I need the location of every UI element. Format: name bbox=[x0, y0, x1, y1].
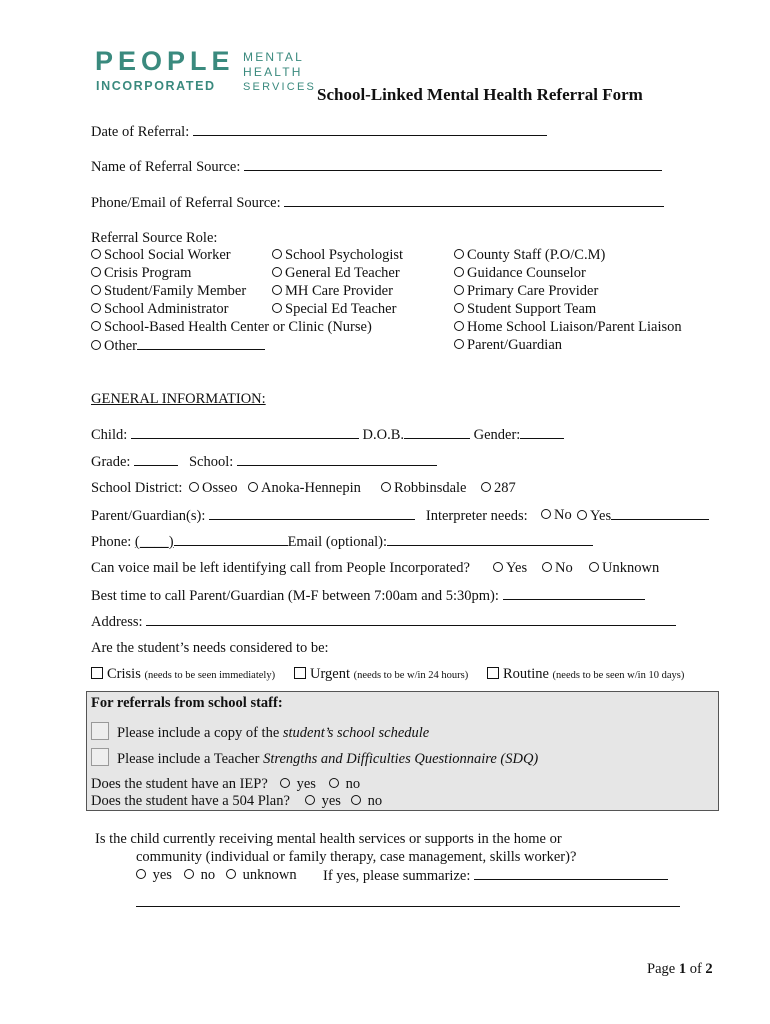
services-summary-field[interactable] bbox=[474, 867, 668, 880]
role-option[interactable]: School Psychologist bbox=[272, 247, 403, 264]
radio-icon bbox=[189, 482, 199, 492]
interpreter-label: Interpreter needs: bbox=[425, 508, 528, 524]
school-staff-heading: For referrals from school staff: bbox=[91, 695, 283, 711]
radio-icon bbox=[577, 510, 587, 520]
referral-source-contact-field[interactable] bbox=[284, 194, 664, 207]
radio-icon bbox=[541, 509, 551, 519]
form-title: School-Linked Mental Health Referral Form bbox=[317, 85, 643, 104]
referral-source-contact-label: Phone/Email of Referral Source: bbox=[91, 195, 281, 211]
referral-source-name-field[interactable] bbox=[244, 158, 662, 171]
services-question-line1: Is the child currently receiving mental health services or supports in the home or bbox=[95, 831, 562, 847]
radio-icon bbox=[454, 321, 464, 331]
date-of-referral-field[interactable] bbox=[193, 123, 547, 136]
date-of-referral-row bbox=[91, 123, 547, 141]
radio-icon bbox=[91, 303, 101, 313]
address-field[interactable] bbox=[146, 613, 676, 626]
district-option[interactable]: Anoka-Hennepin bbox=[248, 480, 361, 497]
interpreter-language-field[interactable] bbox=[611, 507, 709, 520]
role-option[interactable]: School-Based Health Center or Clinic (Nurse) bbox=[91, 319, 372, 336]
grade-row bbox=[91, 453, 437, 471]
radio-icon bbox=[91, 249, 101, 259]
iep-question: Does the student have an IEP? bbox=[91, 776, 268, 792]
radio-icon bbox=[91, 321, 101, 331]
logo-health: HEALTH bbox=[243, 65, 303, 79]
phone-area-code[interactable]: (____) bbox=[134, 534, 174, 550]
services-summary-row bbox=[323, 867, 668, 885]
best-time-label: Best time to call Parent/Guardian (M-F between 7:00am and 5:30pm): bbox=[91, 588, 499, 604]
address-label: Address: bbox=[91, 614, 143, 630]
role-option[interactable]: Student Support Team bbox=[454, 301, 596, 318]
services-unknown-option[interactable]: unknown bbox=[226, 867, 297, 884]
sdq-item[interactable]: Please include a Teacher Strengths and Difficulties Questionnaire (SDQ) bbox=[91, 748, 538, 768]
radio-icon bbox=[280, 778, 290, 788]
radio-icon bbox=[272, 303, 282, 313]
parent-label: Parent/Guardian(s): bbox=[91, 508, 206, 524]
role-option[interactable]: MH Care Provider bbox=[272, 283, 393, 300]
logo-services: SERVICES bbox=[243, 81, 317, 93]
radio-icon bbox=[184, 869, 194, 879]
role-option-other[interactable]: Other bbox=[91, 337, 265, 355]
radio-icon bbox=[91, 267, 101, 277]
role-option[interactable]: School Administrator bbox=[91, 301, 228, 318]
role-option[interactable]: Guidance Counselor bbox=[454, 265, 586, 282]
other-role-field[interactable] bbox=[137, 337, 265, 350]
needs-question: Are the student’s needs considered to be: bbox=[91, 640, 329, 656]
role-option[interactable]: Student/Family Member bbox=[91, 283, 246, 300]
logo-mental: MENTAL bbox=[243, 50, 304, 64]
role-option[interactable]: Primary Care Provider bbox=[454, 283, 598, 300]
best-time-row bbox=[91, 587, 645, 605]
radio-icon bbox=[226, 869, 236, 879]
phone-label: Phone: bbox=[91, 534, 132, 550]
referral-source-contact-row bbox=[91, 194, 664, 212]
services-summary-field-line2[interactable] bbox=[136, 894, 680, 907]
plan-504-question: Does the student have a 504 Plan? bbox=[91, 793, 290, 809]
child-label: Child: bbox=[91, 427, 128, 443]
interpreter-no-option[interactable]: No bbox=[541, 507, 572, 524]
role-option[interactable]: County Staff (P.O/C.M) bbox=[454, 247, 605, 264]
date-of-referral-label: Date of Referral: bbox=[91, 124, 190, 140]
district-option[interactable]: Robbinsdale bbox=[381, 480, 467, 497]
services-no-option[interactable]: no bbox=[184, 867, 215, 884]
checkbox-icon bbox=[91, 667, 103, 679]
radio-icon bbox=[493, 562, 503, 572]
school-district-label: School District: bbox=[91, 480, 183, 496]
district-option[interactable]: 287 bbox=[481, 480, 516, 497]
role-option[interactable]: School Social Worker bbox=[91, 247, 231, 264]
checkbox-icon bbox=[91, 748, 109, 766]
role-option[interactable]: Special Ed Teacher bbox=[272, 301, 396, 318]
services-yes-option[interactable]: yes bbox=[136, 867, 172, 884]
child-name-field[interactable] bbox=[131, 426, 359, 439]
parent-row bbox=[91, 507, 528, 525]
address-row bbox=[91, 613, 676, 631]
radio-icon bbox=[454, 249, 464, 259]
dob-field[interactable] bbox=[404, 426, 470, 439]
radio-icon bbox=[136, 869, 146, 879]
iep-yes-option[interactable]: yes bbox=[280, 776, 316, 793]
logo-incorporated: INCORPORATED bbox=[96, 79, 216, 93]
referral-source-name-label: Name of Referral Source: bbox=[91, 159, 241, 175]
referral-source-name-row bbox=[91, 158, 662, 176]
phone-field[interactable] bbox=[174, 533, 288, 546]
parent-field[interactable] bbox=[209, 507, 415, 520]
voicemail-no-option[interactable]: No bbox=[542, 560, 573, 577]
gender-label: Gender: bbox=[473, 427, 521, 443]
radio-icon bbox=[248, 482, 258, 492]
grade-label: Grade: bbox=[91, 454, 131, 470]
plan-504-yes-option[interactable]: yes bbox=[305, 793, 341, 810]
urgent-option[interactable]: Urgent (needs to be w/in 24 hours) bbox=[294, 666, 468, 683]
services-summary-label: If yes, please summarize: bbox=[323, 868, 471, 884]
voicemail-yes-option[interactable]: Yes bbox=[493, 560, 527, 577]
email-field[interactable] bbox=[387, 533, 593, 546]
best-time-field[interactable] bbox=[503, 587, 645, 600]
checkbox-icon bbox=[294, 667, 306, 679]
radio-icon bbox=[272, 285, 282, 295]
radio-icon bbox=[272, 267, 282, 277]
schedule-item[interactable]: Please include a copy of the student’s school schedule bbox=[91, 722, 429, 742]
district-option[interactable]: Osseo bbox=[189, 480, 237, 497]
interpreter-yes-option[interactable]: Yes bbox=[577, 507, 709, 525]
school-district-row bbox=[91, 480, 182, 497]
radio-icon bbox=[542, 562, 552, 572]
dob-label: D.O.B. bbox=[362, 427, 405, 443]
radio-icon bbox=[454, 267, 464, 277]
radio-icon bbox=[454, 285, 464, 295]
voicemail-unknown-option[interactable]: Unknown bbox=[589, 560, 659, 577]
radio-icon bbox=[481, 482, 491, 492]
iep-no-option[interactable]: no bbox=[329, 776, 360, 793]
role-option[interactable]: General Ed Teacher bbox=[272, 265, 400, 282]
radio-icon bbox=[454, 339, 464, 349]
referral-role-label: Referral Source Role: bbox=[91, 230, 218, 246]
grade-field[interactable] bbox=[134, 453, 178, 466]
radio-icon bbox=[454, 303, 464, 313]
gender-field[interactable] bbox=[520, 426, 564, 439]
routine-option[interactable]: Routine (needs to be seen w/in 10 days) bbox=[487, 666, 684, 683]
radio-icon bbox=[589, 562, 599, 572]
radio-icon bbox=[272, 249, 282, 259]
email-label: Email (optional): bbox=[287, 534, 388, 550]
child-row bbox=[91, 426, 564, 444]
radio-icon bbox=[305, 795, 315, 805]
plan-504-no-option[interactable]: no bbox=[351, 793, 382, 810]
school-label: School: bbox=[188, 454, 234, 470]
page-number: Page 1 of 2 bbox=[647, 961, 713, 977]
voicemail-question: Can voice mail be left identifying call from People Incorporated? bbox=[91, 560, 470, 576]
general-info-heading: GENERAL INFORMATION: bbox=[91, 391, 266, 407]
role-option[interactable]: Crisis Program bbox=[91, 265, 191, 282]
role-option[interactable]: Parent/Guardian bbox=[454, 337, 562, 354]
logo-people: PEOPLE bbox=[95, 46, 235, 76]
crisis-option[interactable]: Crisis (needs to be seen immediately) bbox=[91, 666, 275, 683]
checkbox-icon bbox=[487, 667, 499, 679]
radio-icon bbox=[351, 795, 361, 805]
role-option[interactable]: Home School Liaison/Parent Liaison bbox=[454, 319, 682, 336]
radio-icon bbox=[329, 778, 339, 788]
checkbox-icon bbox=[91, 722, 109, 740]
phone-row bbox=[91, 533, 593, 551]
school-field[interactable] bbox=[237, 453, 437, 466]
radio-icon bbox=[91, 285, 101, 295]
radio-icon bbox=[381, 482, 391, 492]
radio-icon bbox=[91, 340, 101, 350]
services-question-line2: community (individual or family therapy, case management, skills worker)? bbox=[136, 849, 577, 865]
